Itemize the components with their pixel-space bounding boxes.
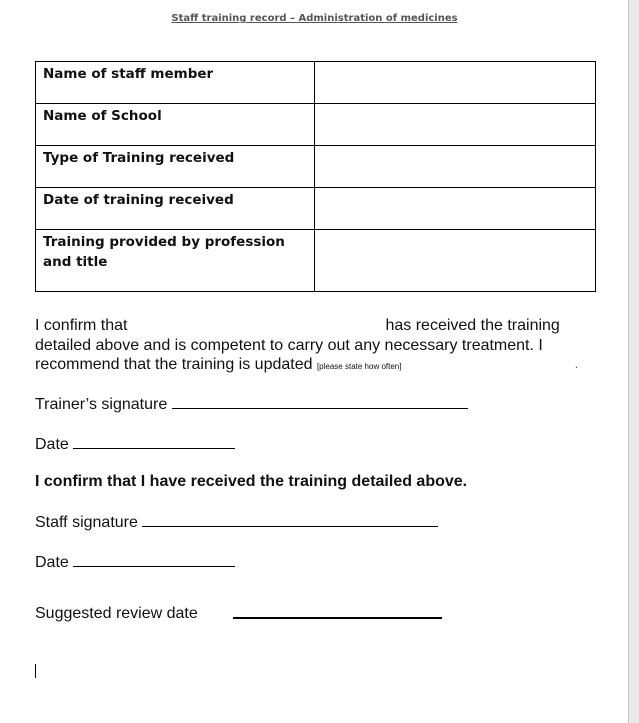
row-label: Name of School [36,104,315,146]
row-value-field[interactable] [315,146,596,188]
text-cursor [35,664,36,678]
date-row-1 [35,434,235,454]
date-line-2[interactable] [73,552,235,567]
table-row [36,188,596,230]
review-date-line[interactable] [233,617,442,619]
row-label: Date of training received [36,188,315,230]
date-label-1: Date [35,436,69,453]
staff-signature-line[interactable] [142,512,438,527]
confirm-text-start: I confirm that [35,317,128,334]
table-row [36,62,596,104]
staff-confirmation: I confirm that I have received the training detailed above. [35,473,468,490]
trainer-signature-label: Trainer’s signature [35,396,168,413]
trailing-dot: . [575,360,578,371]
confirm-text-rest: has received the training detailed above and is competent to carry out any necessary treatment. I recommend that the training is updated [35,317,560,373]
page-edge [628,0,639,723]
confirmation-paragraph [35,316,595,377]
date-row-2 [35,552,235,572]
trainer-signature-line[interactable] [172,394,468,409]
document-title: Staff training record – Administration of medicines [171,13,458,24]
row-value-field[interactable] [315,62,596,104]
review-date-label: Suggested review date [35,605,198,622]
training-record-table [35,61,596,292]
staff-signature-label: Staff signature [35,514,138,531]
row-value-field[interactable] [315,188,596,230]
row-value-field[interactable] [315,104,596,146]
frequency-note: [please state how often] [316,362,402,371]
row-value-field[interactable] [315,230,596,292]
staff-signature-row [35,512,438,532]
date-line-1[interactable] [73,434,235,449]
trainer-signature-row [35,394,468,414]
table-row [36,230,596,292]
table-row [36,104,596,146]
date-label-2: Date [35,554,69,571]
row-label: Type of Training received [36,146,315,188]
row-label: Training provided by profession and title [36,230,315,292]
row-label: Name of staff member [36,62,315,104]
table-row [36,146,596,188]
